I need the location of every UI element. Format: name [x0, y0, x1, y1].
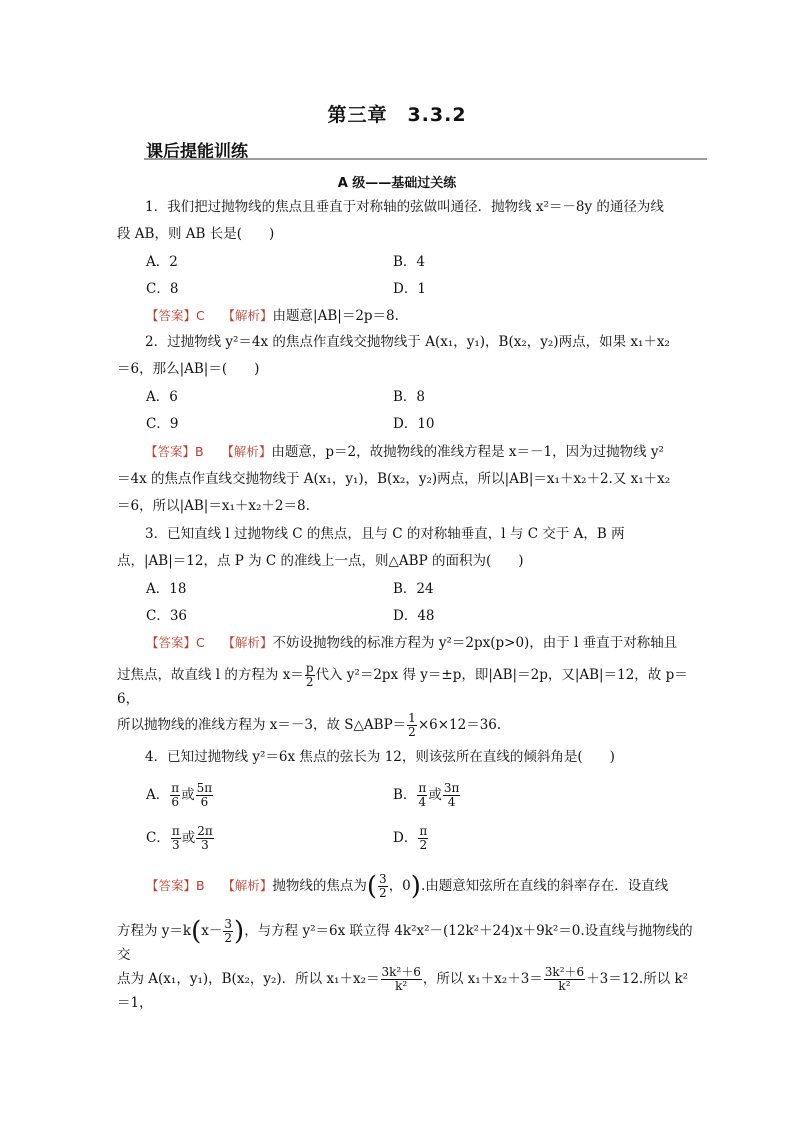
q1-option-a: A．2	[146, 254, 178, 270]
fraction-p-over-2: $\frac{p}{2}$	[305, 661, 314, 689]
q4-analysis-1b: .由题意知弦所在直线的斜率存在．设直线	[420, 878, 669, 894]
q3-option-d: D．48	[393, 608, 435, 624]
q3-answer	[146, 633, 686, 653]
analysis-tag: 【解析】	[222, 308, 273, 323]
question-1-stem: 1．我们把过抛物线的焦点且垂直于对称轴的弦做叫通径．抛物线 x²＝－8y 的通径为线段 AB，则 AB 长是( )	[117, 199, 664, 242]
q4-answer: 【答案】B 【解析】抛物线的焦点为( $\frac{3}{2}$ ，0).由题意知弦所在直线的斜率存在．设直线	[146, 871, 669, 902]
q3-analysis-3b: ×6×12＝36.	[417, 717, 502, 733]
answer-tag: 【答案】B	[146, 878, 205, 893]
q1-option-c: C．8	[146, 281, 179, 297]
q4-analysis-1a: 抛物线的焦点为	[272, 878, 367, 894]
q3-analysis-line2	[117, 662, 697, 709]
q1-analysis: 由题意|AB|＝2p＝8.	[272, 308, 399, 324]
q4-option-b: B． $\frac{\pi}{4}$ 或 $\frac{3\pi}{4}$	[393, 781, 460, 809]
q4-analysis-line2: 方程为 y＝k(x－ $\frac{3}{2}$ )，与方程 y²＝6x 联立得 4k²x²－(12k²＋24)x＋9k²＝0.设直线与抛物线的交	[117, 916, 693, 963]
q1-option-d: D．1	[393, 281, 426, 297]
q3-option-a: A．18	[146, 581, 187, 597]
q3-analysis-line3	[117, 712, 697, 739]
analysis-tag: 【解析】	[221, 444, 272, 459]
q2-option-d: D．10	[393, 416, 435, 432]
fraction-1-over-2: $\frac{1}{2}$	[408, 711, 416, 739]
q3-option-c: C．36	[146, 608, 188, 624]
q3-option-b: B．24	[393, 581, 434, 597]
answer-tag: 【答案】C	[146, 308, 205, 323]
section-heading: 课后提能训练	[146, 142, 248, 162]
section-divider	[144, 158, 707, 160]
answer-tag: 【答案】B	[145, 444, 204, 459]
question-4-stem: 4．已知过抛物线 y²＝6x 焦点的弦长为 12，则该弦所在直线的倾斜角是( )	[145, 749, 615, 765]
q3-analysis-3a: 所以抛物线的准线方程为 x＝－3，故 S△ABP＝	[117, 717, 407, 733]
q3-analysis-2b: 代入 y²＝2px 得 y＝±p，即|AB|＝2p，又|AB|＝12，故 p＝6，	[117, 667, 688, 707]
q2-option-a: A．6	[146, 389, 178, 405]
q4-option-c: C． $\frac{\pi}{3}$ 或 $\frac{2\pi}{3}$	[146, 824, 213, 852]
q2-option-c: C．9	[146, 416, 179, 432]
analysis-tag: 【解析】	[222, 878, 273, 893]
q1-option-b: B．4	[393, 254, 426, 270]
level-heading: A 级——基础过关练	[337, 176, 457, 191]
q2-answer	[117, 438, 677, 520]
q2-option-b: B．8	[393, 389, 426, 405]
q3-analysis-line1: 不妨设抛物线的标准方程为 y²＝2px(p>0)，由于 l 垂直于对称轴且	[272, 635, 678, 651]
question-3-stem: 3．已知直线 l 过抛物线 C 的焦点，且与 C 的对称轴垂直，l 与 C 交于 A，B 两点，|AB|＝12，点 P 为 C 的准线上一点，则△ABP 的面积为( )	[117, 526, 625, 569]
q4-option-a: A． $\frac{\pi}{6}$ 或 $\frac{5\pi}{6}$	[146, 781, 213, 809]
analysis-tag: 【解析】	[222, 635, 273, 650]
q1-answer	[146, 306, 399, 326]
q4-option-d: D． $\frac{\pi}{2}$	[393, 824, 428, 852]
q2-analysis: 由题意，p＝2，故抛物线的准线方程是 x＝－1，因为过抛物线 y²＝4x 的焦点作直线交抛物线于 A(x₁，y₁)，B(x₂，y₂)两点，所以|AB|＝x₁＋x₂＋2.又 x₁＋x₂＝6，所以|AB|＝x₁＋x₂＋2＝8.	[117, 444, 671, 514]
q4-analysis-line3: 点为 A(x₁，y₁)，B(x₂，y₂)．所以 x₁＋x₂＝ $\frac{\text{3k²＋6}}{\text{k²}}$ ，所以 x₁＋x₂＋3＝ $\frac{\text{3k²＋6}}{\text{k²}}$ ＋3＝12.所以 k²＝1，	[117, 965, 689, 1011]
page-title: 第三章 3.3.2	[327, 104, 467, 126]
question-2-stem: 2．过抛物线 y²＝4x 的焦点作直线交抛物线于 A(x₁，y₁)，B(x₂，y₂)两点，如果 x₁＋x₂＝6，那么|AB|＝( )	[117, 334, 670, 377]
q3-analysis-2a: 过焦点，故直线 l 的方程为 x＝	[117, 667, 304, 683]
answer-tag: 【答案】C	[146, 635, 205, 650]
